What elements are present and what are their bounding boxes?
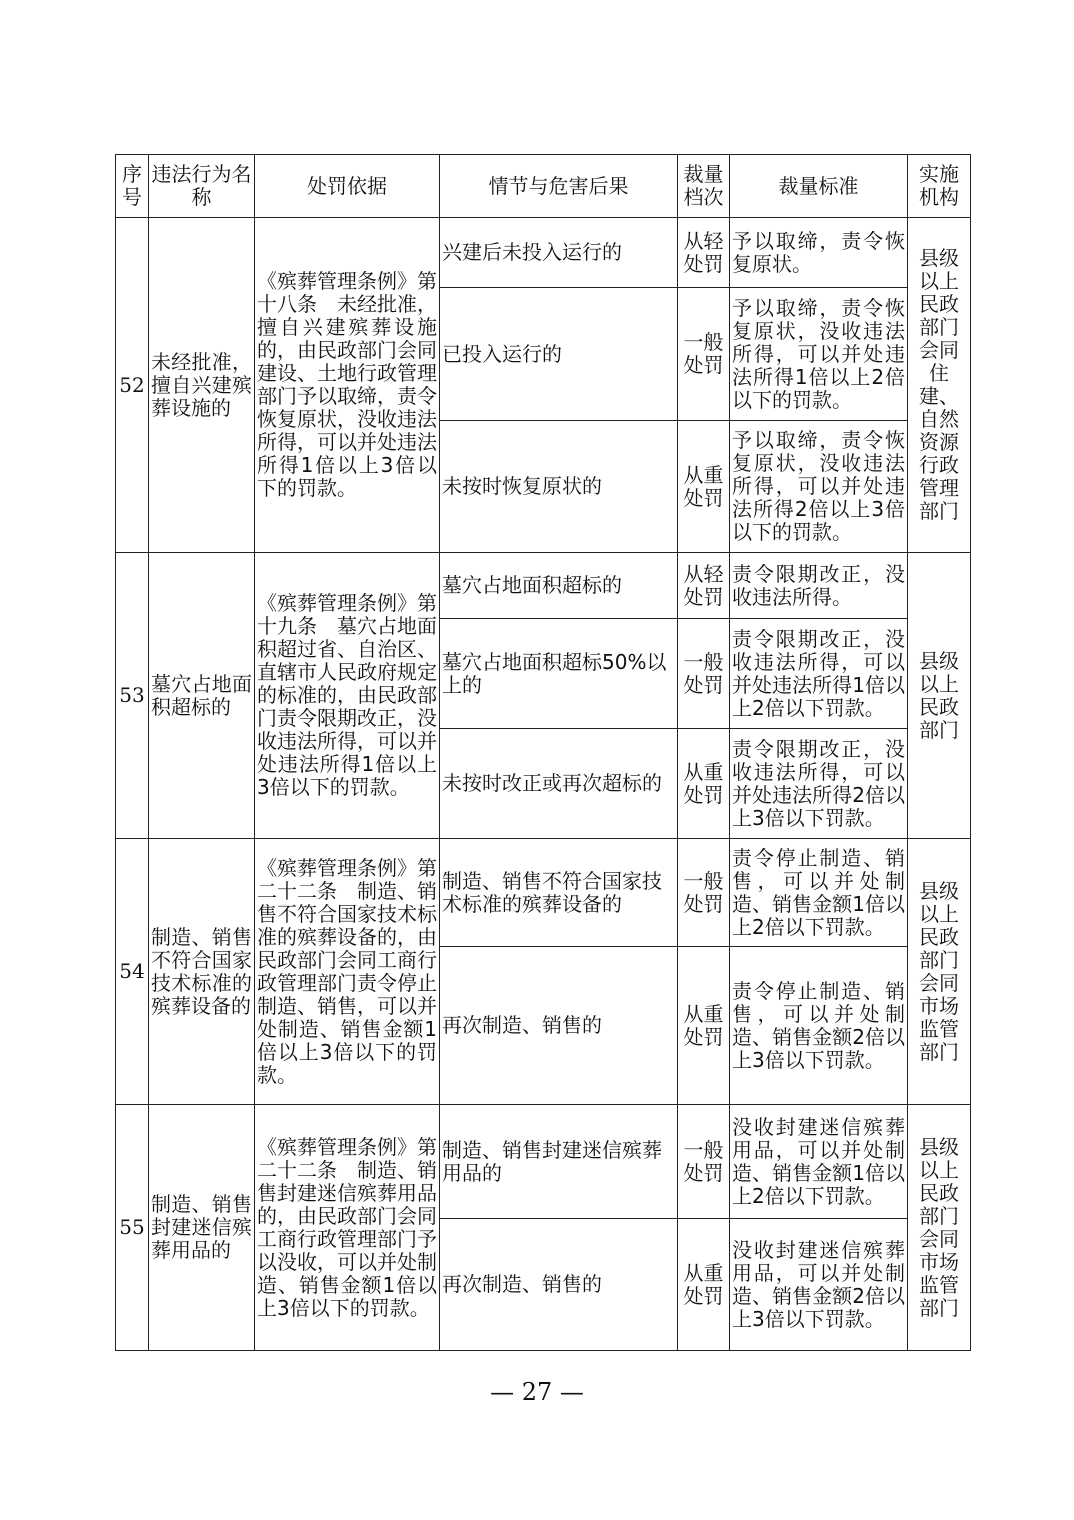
penalty-standard: 没收封建迷信殡葬用品，可以并处制造、销售金额2倍以上3倍以下罚款。 [730, 1219, 908, 1351]
penalty-level: 一般处罚 [678, 839, 730, 947]
row-seq: 55 [116, 1105, 149, 1351]
circumstance: 制造、销售封建迷信殡葬用品的 [440, 1105, 678, 1219]
penalty-standard: 责令限期改正，没收违法所得。 [730, 553, 908, 619]
circumstance: 墓穴占地面积超标50%以上的 [440, 619, 678, 729]
header-name: 违法行为名称 [149, 155, 255, 218]
penalty-basis: 《殡葬管理条例》第二十二条 制造、销售封建迷信殡葬用品的，由民政部门会同工商行政管理部门予以没收，可以并处制造、销售金额1倍以上3倍以下的罚款。 [255, 1105, 440, 1351]
penalty-level: 一般处罚 [678, 619, 730, 729]
header-standard: 裁量标准 [730, 155, 908, 218]
row-seq: 52 [116, 218, 149, 553]
violation-name: 制造、销售封建迷信殡葬用品的 [149, 1105, 255, 1351]
penalty-level: 从重处罚 [678, 729, 730, 839]
penalty-table [115, 154, 971, 1351]
table-row [116, 839, 971, 947]
penalty-standard: 予以取缔，责令恢复原状，没收违法所得，可以并处违法所得2倍以上3倍以下的罚款。 [730, 421, 908, 553]
penalty-basis: 《殡葬管理条例》第二十二条 制造、销售不符合国家技术标准的殡葬设备的，由民政部门会同工商行政管理部门责令停止制造、销售，可以并处制造、销售金额1倍以上3倍以下的罚款。 [255, 839, 440, 1105]
circumstance: 再次制造、销售的 [440, 947, 678, 1105]
enforcement-agency: 县级以上民政部门会同市场监管部门 [908, 1105, 971, 1351]
violation-name: 未经批准，擅自兴建殡葬设施的 [149, 218, 255, 553]
header-row [116, 155, 971, 218]
circumstance: 未按时恢复原状的 [440, 421, 678, 553]
circumstance: 未按时改正或再次超标的 [440, 729, 678, 839]
enforcement-agency: 县级以上民政部门 [908, 553, 971, 839]
header-level: 裁量档次 [678, 155, 730, 218]
violation-name: 制造、销售不符合国家技术标准的殡葬设备的 [149, 839, 255, 1105]
penalty-level: 从重处罚 [678, 947, 730, 1105]
header-seq: 序号 [116, 155, 149, 218]
penalty-level: 从重处罚 [678, 421, 730, 553]
penalty-level: 一般处罚 [678, 1105, 730, 1219]
circumstance: 墓穴占地面积超标的 [440, 553, 678, 619]
penalty-standard: 没收封建迷信殡葬用品，可以并处制造、销售金额1倍以上2倍以下罚款。 [730, 1105, 908, 1219]
row-seq: 53 [116, 553, 149, 839]
header-agency: 实施机构 [908, 155, 971, 218]
enforcement-agency: 县级以上民政部门会同住建、自然资源行政管理部门 [908, 218, 971, 553]
circumstance: 已投入运行的 [440, 288, 678, 421]
penalty-standard: 责令停止制造、销售，可以并处制造、销售金额2倍以上3倍以下罚款。 [730, 947, 908, 1105]
enforcement-agency: 县级以上民政部门会同市场监管部门 [908, 839, 971, 1105]
penalty-level: 从轻处罚 [678, 218, 730, 288]
row-seq: 54 [116, 839, 149, 1105]
penalty-standard: 予以取缔，责令恢复原状。 [730, 218, 908, 288]
penalty-standard: 予以取缔，责令恢复原状，没收违法所得，可以并处违法所得1倍以上2倍以下的罚款。 [730, 288, 908, 421]
penalty-standard: 责令停止制造、销售，可以并处制造、销售金额1倍以上2倍以下罚款。 [730, 839, 908, 947]
violation-name: 墓穴占地面积超标的 [149, 553, 255, 839]
header-basis: 处罚依据 [255, 155, 440, 218]
table-row [116, 218, 971, 288]
table-row [116, 553, 971, 619]
circumstance: 再次制造、销售的 [440, 1219, 678, 1351]
penalty-basis: 《殡葬管理条例》第十九条 墓穴占地面积超过省、自治区、直辖市人民政府规定的标准的，由民政部门责令限期改正，没收违法所得，可以并处违法所得1倍以上3倍以下的罚款。 [255, 553, 440, 839]
penalty-level: 从轻处罚 [678, 553, 730, 619]
circumstance: 兴建后未投入运行的 [440, 218, 678, 288]
penalty-basis: 《殡葬管理条例》第十八条 未经批准，擅自兴建殡葬设施的，由民政部门会同建设、土地行政管理部门予以取缔，责令恢复原状，没收违法所得，可以并处违法所得1倍以上3倍以下的罚款。 [255, 218, 440, 553]
circumstance: 制造、销售不符合国家技术标准的殡葬设备的 [440, 839, 678, 947]
header-circumstance: 情节与危害后果 [440, 155, 678, 218]
table-row [116, 1105, 971, 1219]
penalty-standard: 责令限期改正，没收违法所得，可以并处违法所得2倍以上3倍以下罚款。 [730, 729, 908, 839]
penalty-level: 一般处罚 [678, 288, 730, 421]
penalty-level: 从重处罚 [678, 1219, 730, 1351]
page-number: — 27 — [490, 1378, 584, 1406]
penalty-standard: 责令限期改正，没收违法所得，可以并处违法所得1倍以上2倍以下罚款。 [730, 619, 908, 729]
